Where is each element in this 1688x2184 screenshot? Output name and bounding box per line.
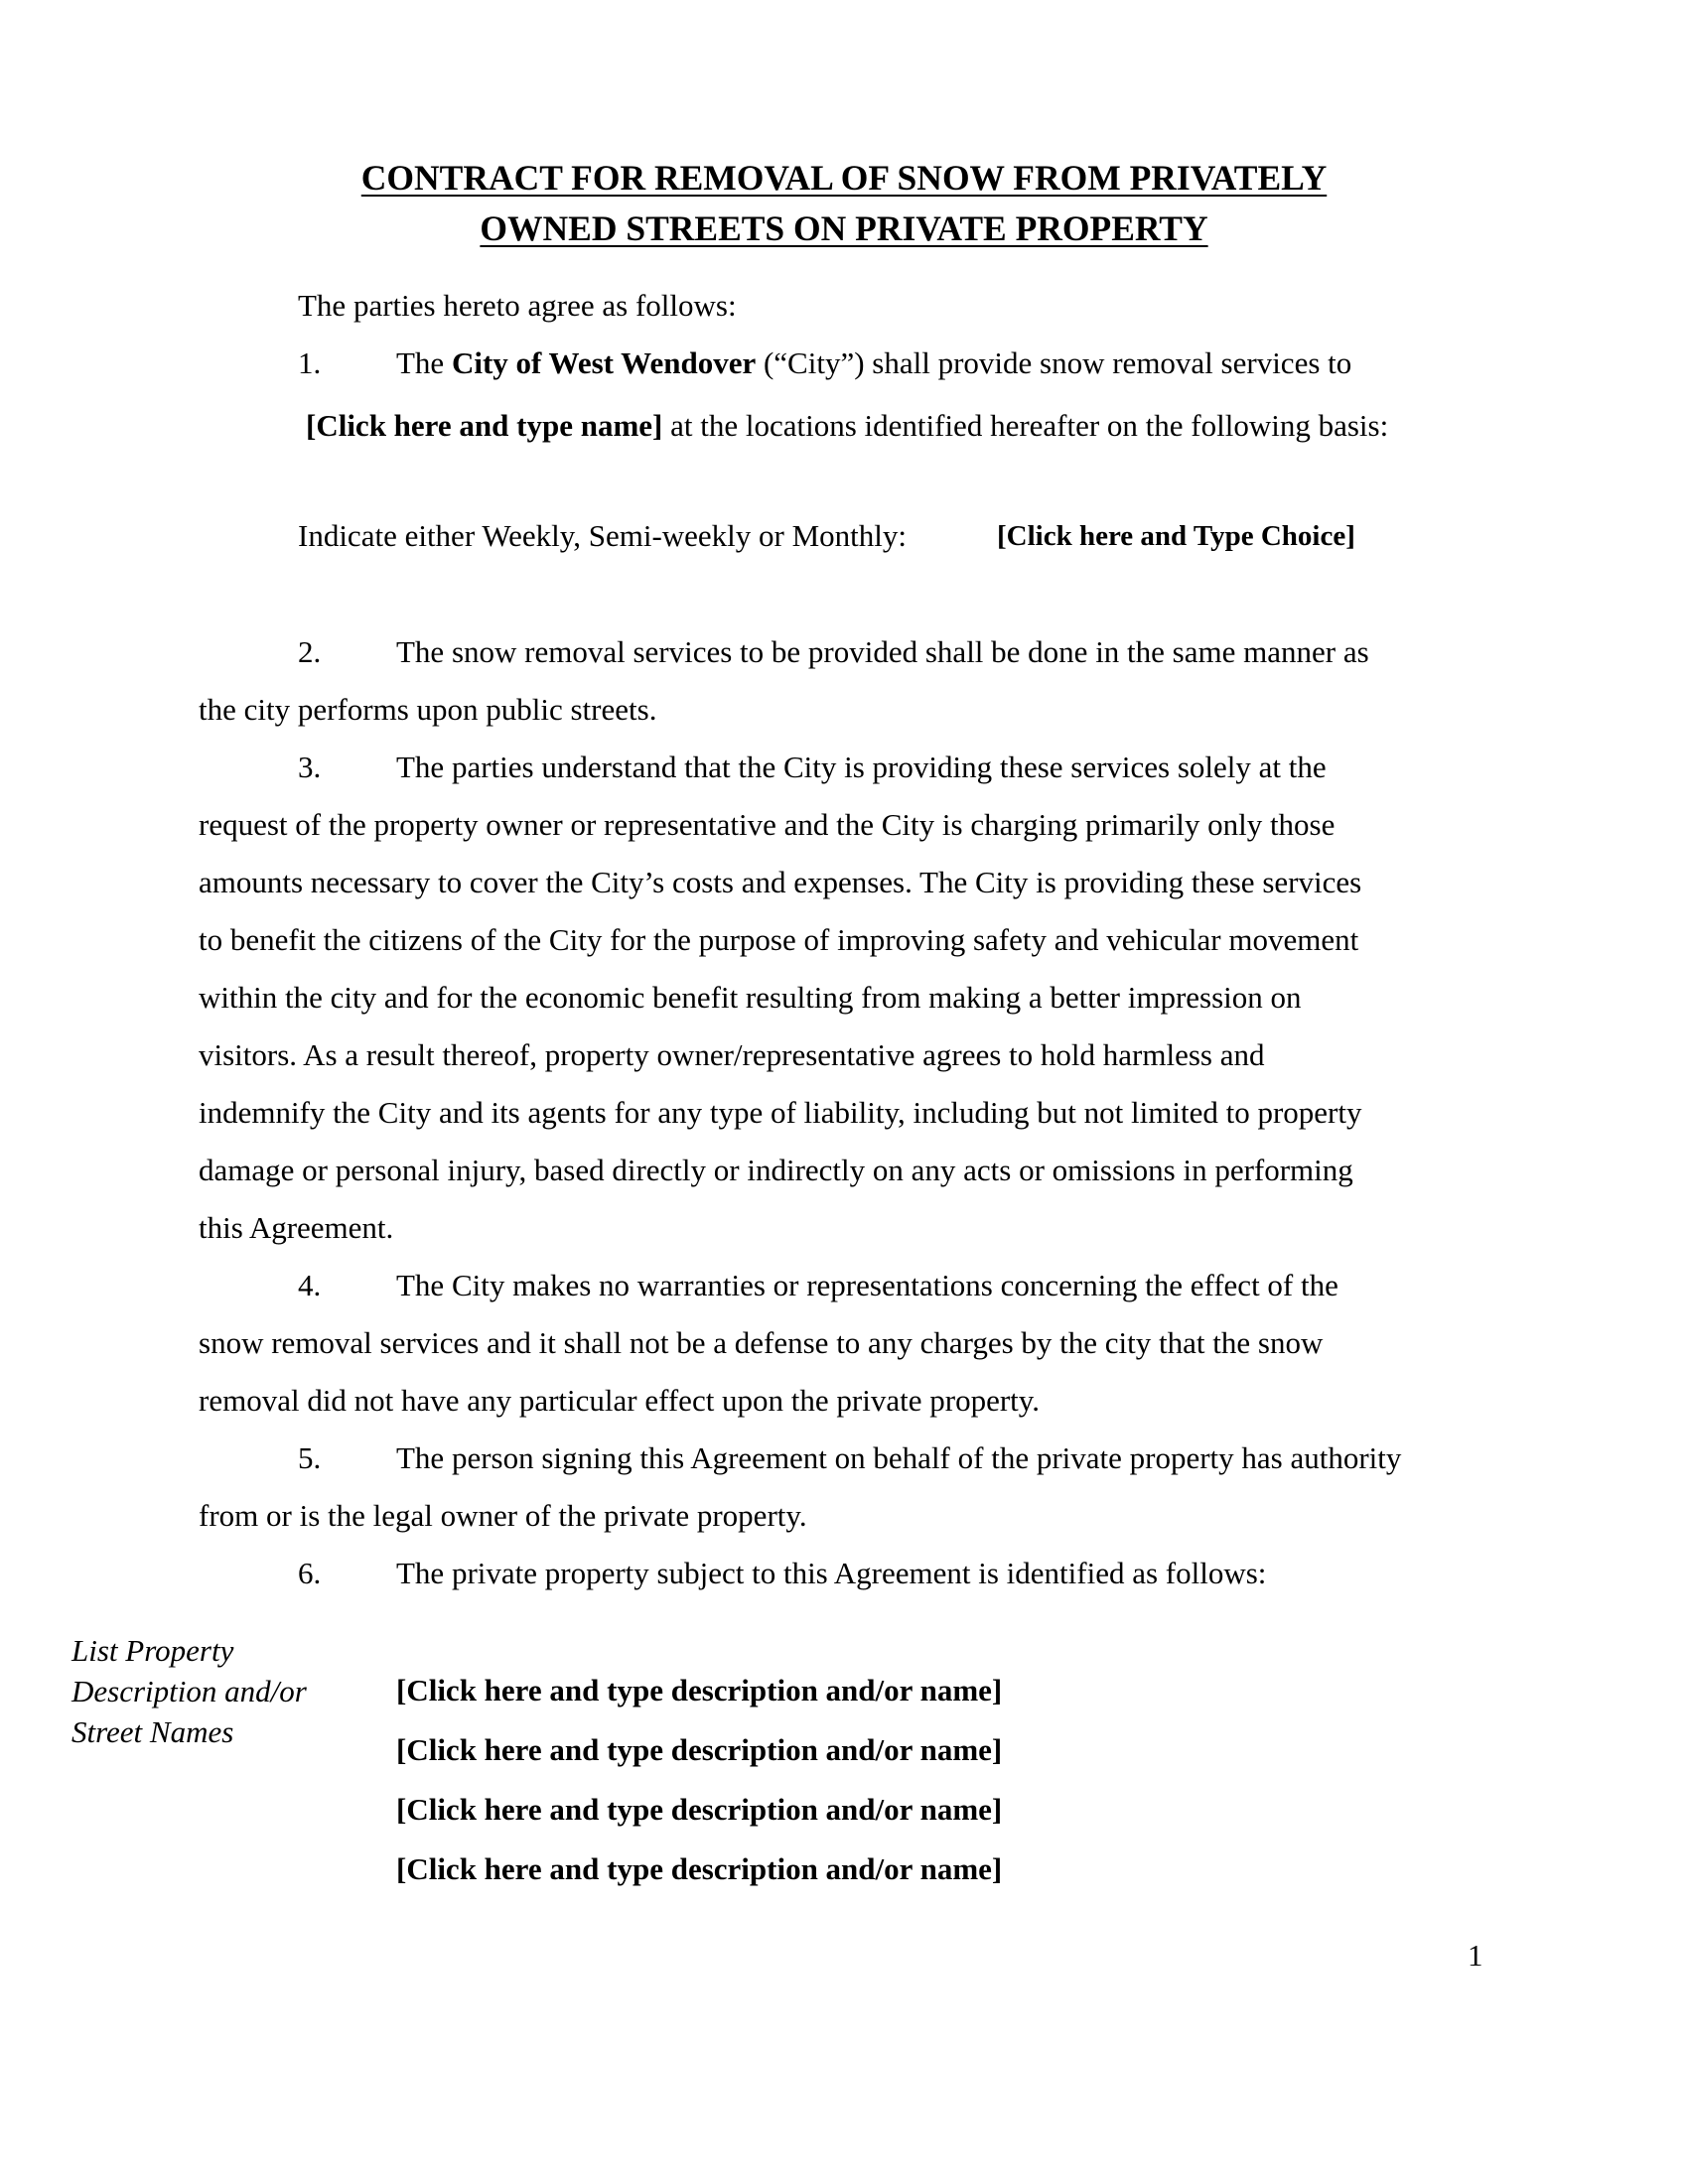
city-name: City of West Wendover: [451, 345, 757, 380]
property-side-label-line-1: List Property: [71, 1633, 234, 1668]
intro-text: The parties hereto agree as follows:: [298, 288, 737, 323]
clause-3-line-1: The parties understand that the City is providing these services solely at the: [396, 750, 1327, 784]
clause-6-line-1: The private property subject to this Agreement is identified as follows:: [396, 1556, 1267, 1590]
clause-3-line-2: request of the property owner or representative and the City is charging primarily only those: [199, 807, 1336, 842]
clause-3-line-7: indemnify the City and its agents for any type of liability, including but not limited to property: [199, 1095, 1362, 1130]
property-description-field-4[interactable]: [Click here and type description and/or name]: [396, 1851, 1003, 1886]
property-description-field-1[interactable]: [Click here and type description and/or name]: [396, 1673, 1003, 1707]
clause-1-line-2: [Click here and type name] at the locations identified hereafter on the following basis:: [306, 408, 1389, 443]
frequency-choice-field[interactable]: [Click here and Type Choice]: [997, 520, 1355, 552]
document-title-line-2: OWNED STREETS ON PRIVATE PROPERTY: [480, 208, 1208, 248]
clause-2-number: 2.: [298, 634, 322, 669]
client-name-field[interactable]: [Click here and type name]: [306, 408, 663, 443]
clause-3-line-3: amounts necessary to cover the City’s costs and expenses. The City is providing these services: [199, 865, 1362, 899]
property-side-label-line-2: Description and/or: [71, 1674, 307, 1708]
clause-3-line-6: visitors. As a result thereof, property owner/representative agrees to hold harmless and: [199, 1037, 1265, 1072]
clause-4-line-3: removal did not have any particular effect upon the private property.: [199, 1383, 1041, 1418]
property-description-field-3[interactable]: [Click here and type description and/or name]: [396, 1792, 1003, 1827]
clause-2-line-2: the city performs upon public streets.: [199, 692, 657, 727]
clause-4-line-2: snow removal services and it shall not be a defense to any charges by the city that the snow: [199, 1325, 1324, 1360]
clause-4-line-1: The City makes no warranties or representations concerning the effect of the: [396, 1268, 1338, 1302]
clause-6-number: 6.: [298, 1556, 322, 1590]
clause-3-number: 3.: [298, 750, 322, 784]
clause-5-line-1: The person signing this Agreement on behalf of the private property has authority: [396, 1440, 1402, 1475]
clause-3-line-9: this Agreement.: [199, 1210, 394, 1245]
document-title-line-1: CONTRACT FOR REMOVAL OF SNOW FROM PRIVATELY: [360, 158, 1328, 198]
clause-2-line-1: The snow removal services to be provided shall be done in the same manner as: [396, 634, 1369, 669]
clause-5-number: 5.: [298, 1440, 322, 1475]
property-side-label-line-3: Street Names: [71, 1714, 234, 1749]
page-number: 1: [1468, 1938, 1483, 1973]
clause-3-line-8: damage or personal injury, based directly or indirectly on any acts or omissions in performing: [199, 1153, 1353, 1187]
clause-3-line-4: to benefit the citizens of the City for the purpose of improving safety and vehicular movement: [199, 922, 1359, 957]
clause-4-number: 4.: [298, 1268, 322, 1302]
clause-3-line-5: within the city and for the economic benefit resulting from making a better impression on: [199, 980, 1302, 1015]
property-description-field-2[interactable]: [Click here and type description and/or name]: [396, 1732, 1003, 1767]
frequency-label: Indicate either Weekly, Semi-weekly or Monthly:: [298, 518, 908, 553]
clause-1-number: 1.: [298, 345, 322, 380]
clause-5-line-2: from or is the legal owner of the private property.: [199, 1498, 807, 1533]
clause-1-line-1: The City of West Wendover (“City”) shall provide snow removal services to: [396, 345, 1352, 380]
